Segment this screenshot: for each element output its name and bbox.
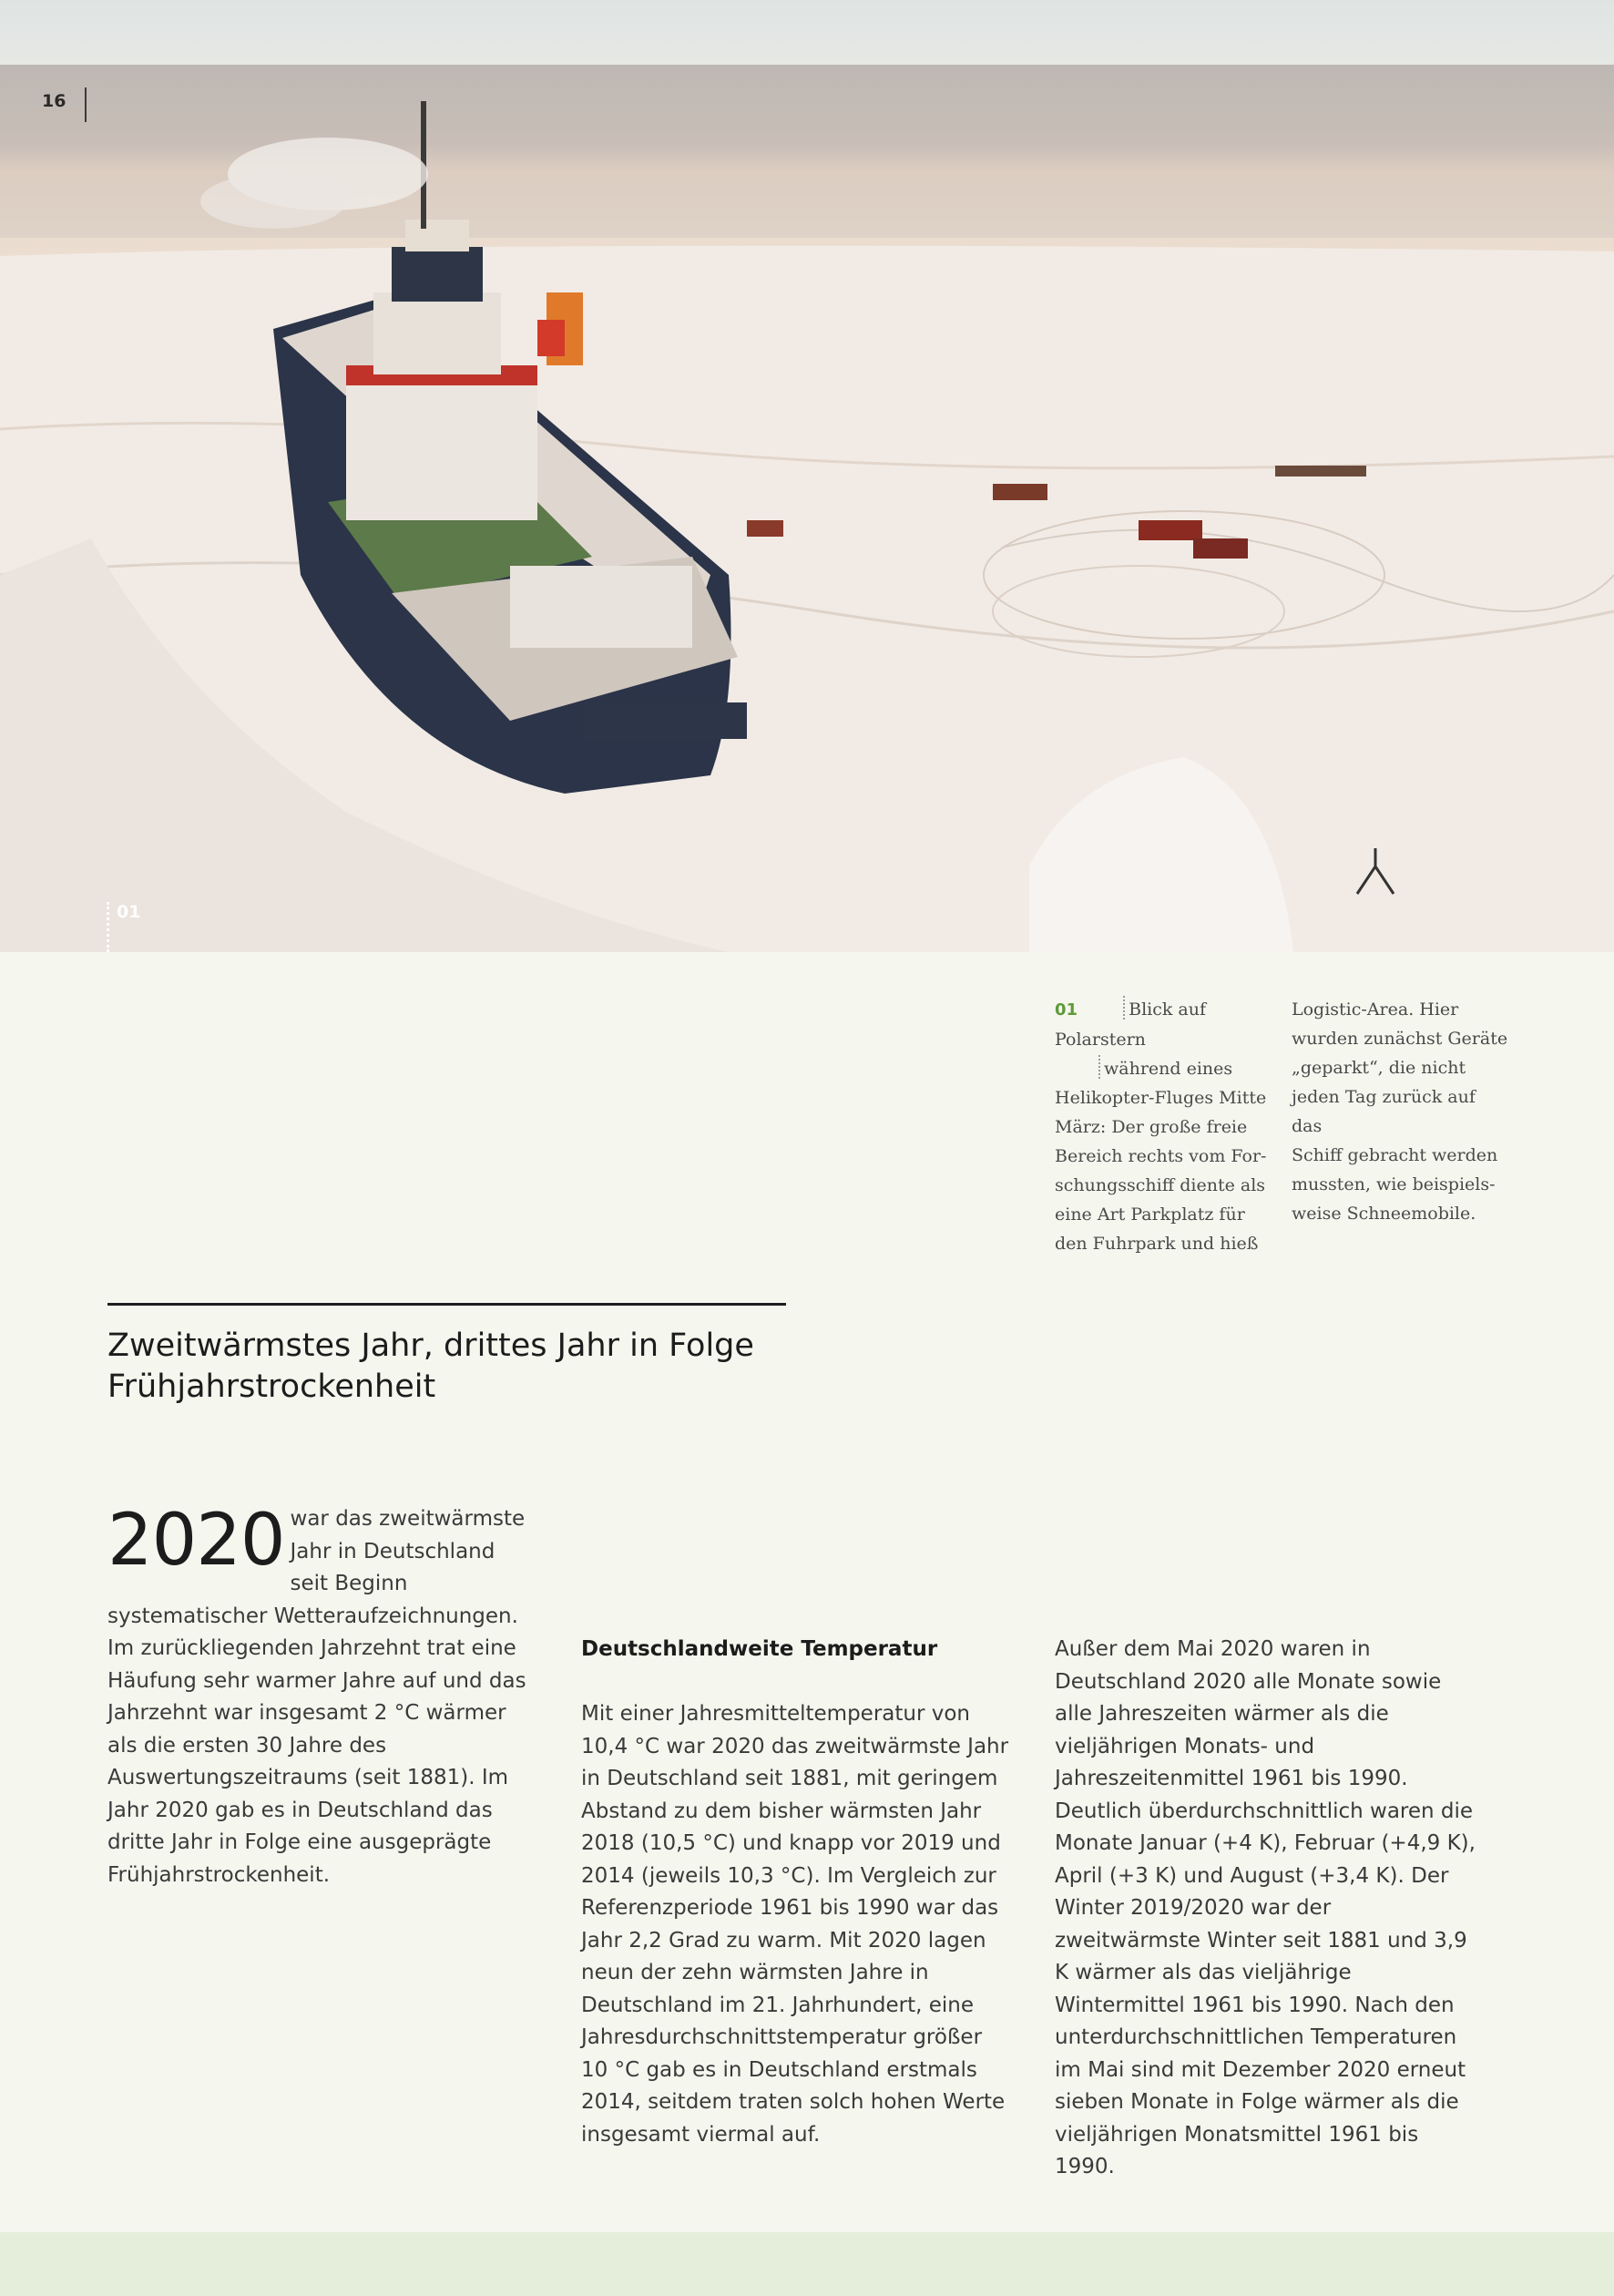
photo-illustration	[0, 65, 1614, 952]
figure-marker-divider	[107, 902, 109, 952]
caption-line: wurden zunächst Geräte	[1292, 1029, 1508, 1049]
figure-marker: 01	[117, 902, 141, 922]
temperature-paragraph: Mit einer Jahresmitteltemperatur von 10,4 °C war 2020 das zweitwärmste Jahr in Deutschland seit 1881, mit geringem Abstand zu dem bisher wärmsten Jahr 2018 (10,5 °C) und knapp vor 2019 und 2014 (jeweils 10,3 °C). Im Vergleich zur Referenzperiode 1961 bis 1990 war das Jahr 2,2 Grad zu warm. Mit 2020 lagen neun der zehn wärmsten Jahre in Deutschland im 21. Jahrhundert, eine Jahresdurchschnittstemperatur größer 10 °C gab es in Deutschland erstmals 2014, seitdem traten solch hohen Werte insgesamt viermal auf.	[581, 1702, 1009, 2147]
caption-column-1	[1055, 995, 1273, 1258]
caption-column-2	[1292, 995, 1510, 1228]
intro-text: war das zweitwärmste Jahr in Deutschland seit Beginn systematischer Wetteraufzeichnungen. Im zurückliegenden Jahrzehnt trat eine Häufung sehr warmer Jahre auf und das Jahrzehnt war insgesamt 2 °C wärmer als die ersten 30 Jahre des Auswertungszeitraums (seit 1881). Im Jahr 2020 gab es in Deutschland das dritte Jahr in Folge eine ausgeprägte Frühjahrstrockenheit.	[107, 1507, 526, 1887]
caption-line: den Fuhrpark und hieß	[1055, 1234, 1259, 1254]
caption-dotted-divider	[1055, 1055, 1100, 1079]
intro-column	[107, 1500, 536, 1891]
months-paragraph: Außer dem Mai 2020 waren in Deutschland 2020 alle Monate sowie alle Jahreszeiten wärmer als die vieljährigen Monats- und Jahreszeitenmittel 1961 bis 1990. Deutlich überdurchschnittlich waren die Monate Januar (+4 K), Februar (+4,9 K), April (+3 K) und August (+3,4 K). Der Winter 2019/2020 war der zweitwärmste Winter seit 1881 und 3,9 K wärmer als das vieljährige Wintermittel 1961 bis 1990. Nach den unterdurchschnittlichen Temperaturen im Mai sind mit Dezember 2020 erneut sieben Monate in Folge wärmer als die vieljährigen Monatsmittel 1961 bis 1990.	[1055, 1637, 1476, 2178]
caption-line-text: während eines	[1104, 1059, 1233, 1079]
caption-line: Helikopter-Fluges Mitte	[1055, 1088, 1267, 1108]
intro-dropcap: 2020	[107, 1500, 285, 1582]
caption-line: Logistic-Area. Hier	[1292, 999, 1459, 1020]
caption-line	[1055, 995, 1273, 1054]
page-number: 16	[42, 91, 66, 111]
temperature-column	[581, 1634, 1009, 2151]
caption-line: jeden Tag zurück auf das	[1292, 1087, 1476, 1136]
caption-dotted-divider	[1083, 996, 1125, 1020]
article-heading	[107, 1326, 800, 1408]
photo-polarstern-icebreaker	[0, 65, 1614, 952]
page-number-divider	[85, 87, 87, 122]
footer-band	[0, 2232, 1614, 2296]
months-column	[1055, 1634, 1483, 2184]
top-band	[0, 0, 1614, 65]
section-subheading: Deutschlandweite Temperatur	[581, 1637, 938, 1661]
caption-line: Schiff gebracht werden	[1292, 1145, 1498, 1165]
heading-rule	[107, 1303, 786, 1306]
caption-number: 01	[1055, 1000, 1078, 1020]
caption-line: mussten, wie beispiels-	[1292, 1174, 1496, 1194]
caption-line: März: Der große freie	[1055, 1117, 1248, 1137]
caption-line: schungsschiff diente als	[1055, 1175, 1266, 1195]
caption-line: eine Art Parkplatz für	[1055, 1204, 1245, 1225]
heading-line-1: Zweitwärmstes Jahr, drittes Jahr in Folge	[107, 1327, 754, 1364]
caption-line: weise Schneemobile.	[1292, 1204, 1476, 1224]
caption-line: Bereich rechts vom For-	[1055, 1146, 1267, 1166]
heading-line-2: Frühjahrstrockenheit	[107, 1368, 436, 1405]
caption-line: „geparkt“, die nicht	[1292, 1058, 1466, 1078]
caption-line-text: Blick auf Polarstern	[1055, 999, 1207, 1050]
caption-line	[1055, 1054, 1273, 1083]
intro-paragraph	[107, 1500, 536, 1891]
